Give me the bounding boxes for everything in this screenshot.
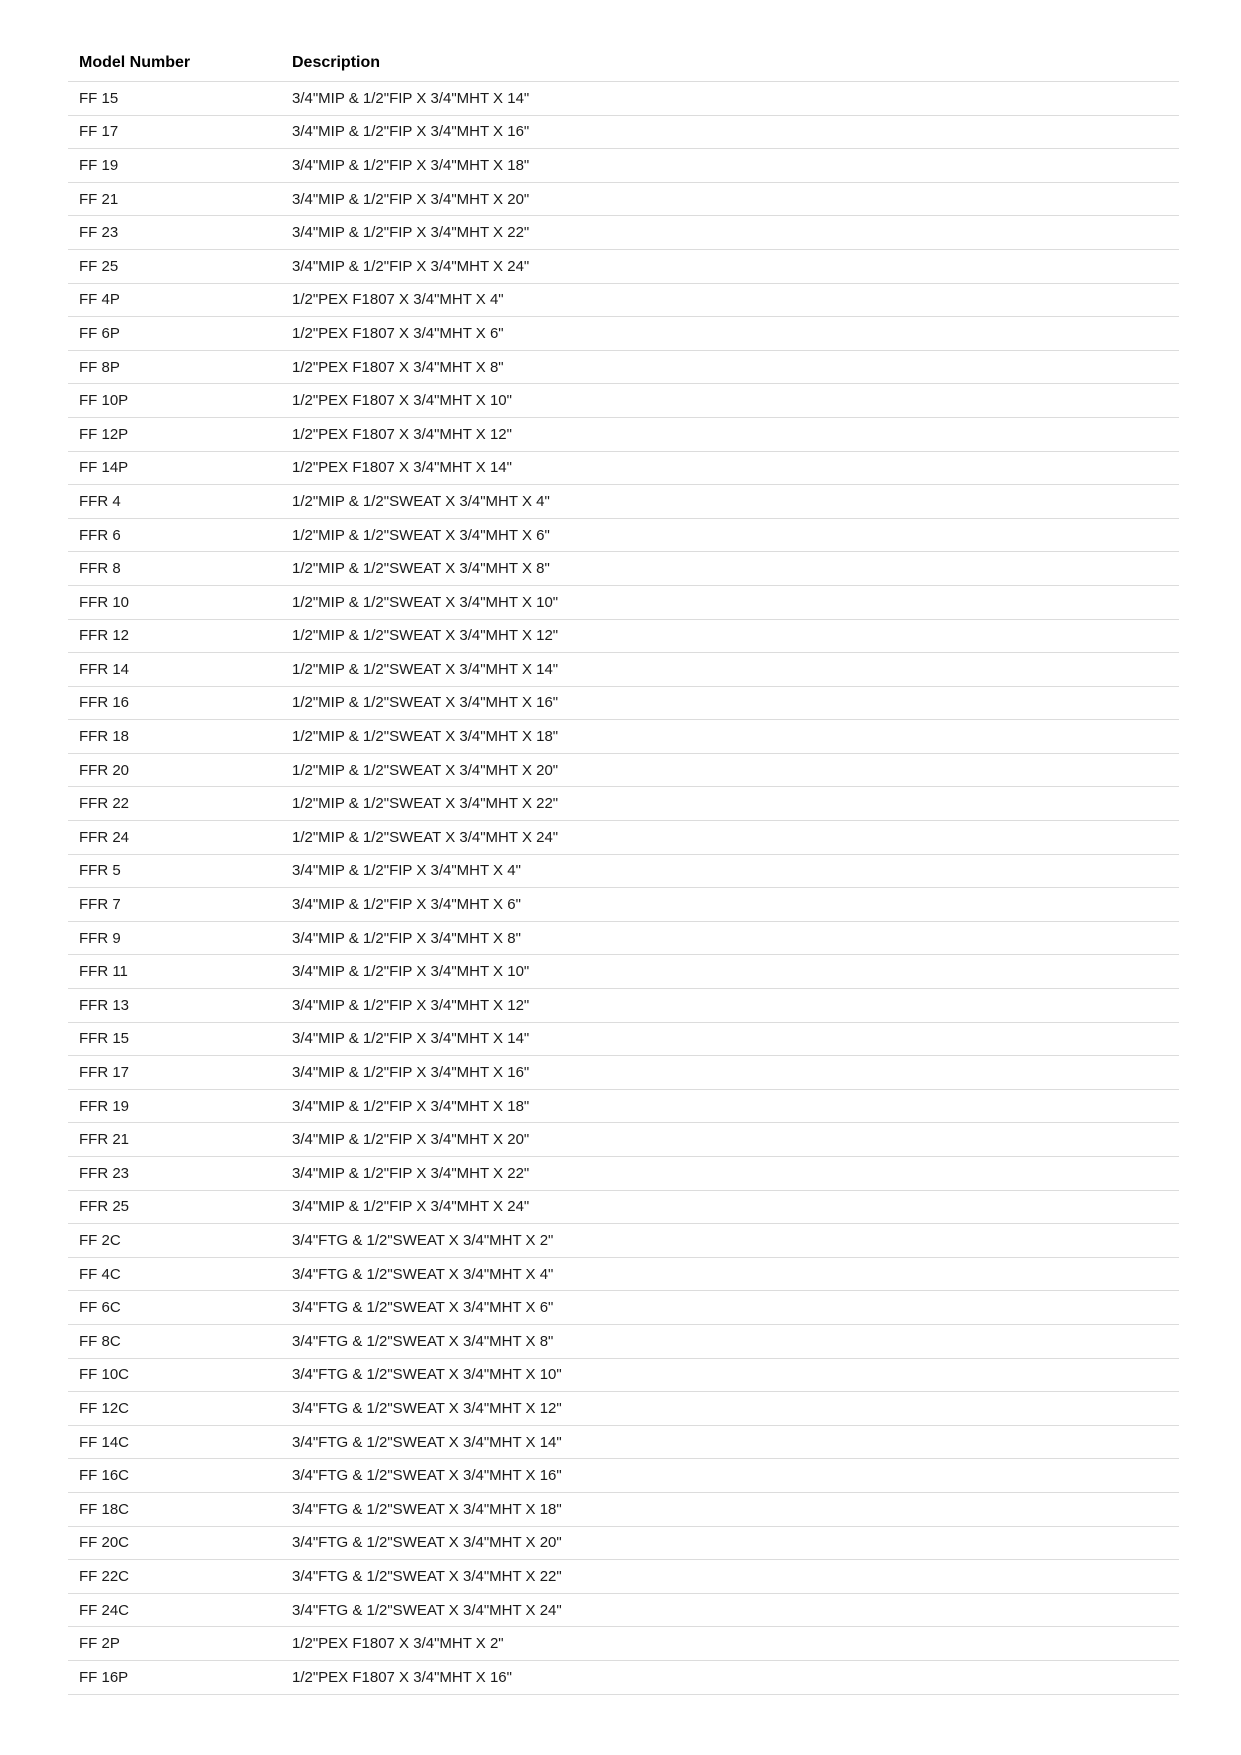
- description-cell: 1/2"MIP & 1/2"SWEAT X 3/4"MHT X 20": [292, 761, 559, 779]
- table-row: [68, 82, 1179, 116]
- description-cell: 1/2"MIP & 1/2"SWEAT X 3/4"MHT X 12": [292, 627, 559, 645]
- description-cell: 3/4"FTG & 1/2"SWEAT X 3/4"MHT X 14": [292, 1433, 562, 1451]
- table-body: [68, 82, 1179, 1695]
- table-row: [68, 552, 1179, 586]
- table-row: [68, 116, 1179, 150]
- description-cell: 3/4"MIP & 1/2"FIP X 3/4"MHT X 14": [292, 1030, 530, 1048]
- description-cell: 3/4"MIP & 1/2"FIP X 3/4"MHT X 18": [292, 1097, 530, 1115]
- model-number-cell: FFR 6: [79, 526, 121, 544]
- model-number-cell: FFR 5: [79, 862, 121, 880]
- table-row: [68, 1056, 1179, 1090]
- model-number-cell: FFR 24: [79, 828, 130, 846]
- model-number-cell: FFR 17: [79, 1064, 130, 1082]
- model-number-cell: FF 21: [79, 190, 119, 208]
- description-cell: 3/4"FTG & 1/2"SWEAT X 3/4"MHT X 2": [292, 1231, 554, 1249]
- model-number-cell: FF 25: [79, 257, 119, 275]
- model-number-cell: FFR 13: [79, 996, 130, 1014]
- description-cell: 3/4"FTG & 1/2"SWEAT X 3/4"MHT X 4": [292, 1265, 554, 1283]
- model-number-cell: FF 22C: [79, 1567, 130, 1585]
- model-number-cell: FF 18C: [79, 1500, 130, 1518]
- model-number-cell: FF 24C: [79, 1601, 130, 1619]
- model-number-cell: FF 14C: [79, 1433, 130, 1451]
- table-row: [68, 485, 1179, 519]
- table-row: [68, 1594, 1179, 1628]
- description-cell: 3/4"MIP & 1/2"FIP X 3/4"MHT X 22": [292, 224, 530, 242]
- description-cell: 1/2"PEX F1807 X 3/4"MHT X 6": [292, 324, 504, 342]
- model-number-cell: FFR 9: [79, 929, 121, 947]
- description-cell: 3/4"FTG & 1/2"SWEAT X 3/4"MHT X 8": [292, 1332, 554, 1350]
- model-number-cell: FF 6C: [79, 1299, 121, 1317]
- model-number-cell: FF 2P: [79, 1635, 120, 1653]
- description-cell: 1/2"MIP & 1/2"SWEAT X 3/4"MHT X 4": [292, 492, 550, 510]
- description-cell: 1/2"PEX F1807 X 3/4"MHT X 10": [292, 392, 512, 410]
- model-number-cell: FFR 25: [79, 1198, 130, 1216]
- description-cell: 3/4"MIP & 1/2"FIP X 3/4"MHT X 8": [292, 929, 521, 947]
- column-header-description: Description: [292, 53, 381, 71]
- description-cell: 3/4"FTG & 1/2"SWEAT X 3/4"MHT X 20": [292, 1534, 562, 1552]
- description-cell: 1/2"PEX F1807 X 3/4"MHT X 2": [292, 1635, 504, 1653]
- description-cell: 3/4"MIP & 1/2"FIP X 3/4"MHT X 24": [292, 1198, 530, 1216]
- table-row: [68, 250, 1179, 284]
- table-row: [68, 922, 1179, 956]
- table-row: [68, 384, 1179, 418]
- table-row: [68, 720, 1179, 754]
- model-number-cell: FFR 10: [79, 593, 130, 611]
- description-cell: 3/4"MIP & 1/2"FIP X 3/4"MHT X 20": [292, 190, 530, 208]
- model-number-cell: FF 17: [79, 123, 119, 141]
- column-header-model-number: Model Number: [79, 53, 191, 71]
- model-number-cell: FFR 21: [79, 1131, 130, 1149]
- table-header: [68, 44, 1179, 82]
- model-number-cell: FF 15: [79, 89, 119, 107]
- model-number-cell: FFR 16: [79, 694, 130, 712]
- table-row: [68, 620, 1179, 654]
- description-cell: 1/2"MIP & 1/2"SWEAT X 3/4"MHT X 6": [292, 526, 550, 544]
- table-row: [68, 519, 1179, 553]
- model-number-cell: FF 8C: [79, 1332, 121, 1350]
- description-cell: 1/2"MIP & 1/2"SWEAT X 3/4"MHT X 16": [292, 694, 559, 712]
- description-cell: 1/2"MIP & 1/2"SWEAT X 3/4"MHT X 10": [292, 593, 559, 611]
- table-row: [68, 653, 1179, 687]
- description-cell: 1/2"MIP & 1/2"SWEAT X 3/4"MHT X 18": [292, 728, 559, 746]
- model-number-cell: FFR 22: [79, 795, 130, 813]
- description-cell: 3/4"MIP & 1/2"FIP X 3/4"MHT X 10": [292, 963, 530, 981]
- table-row: [68, 284, 1179, 318]
- description-cell: 1/2"PEX F1807 X 3/4"MHT X 12": [292, 425, 512, 443]
- table-row: [68, 787, 1179, 821]
- table-row: [68, 1023, 1179, 1057]
- model-number-cell: FF 4C: [79, 1265, 121, 1283]
- model-number-cell: FFR 8: [79, 560, 121, 578]
- description-cell: 3/4"FTG & 1/2"SWEAT X 3/4"MHT X 12": [292, 1399, 562, 1417]
- description-cell: 3/4"FTG & 1/2"SWEAT X 3/4"MHT X 18": [292, 1500, 562, 1518]
- description-cell: 3/4"MIP & 1/2"FIP X 3/4"MHT X 14": [292, 89, 530, 107]
- model-number-cell: FFR 12: [79, 627, 130, 645]
- table-row: [68, 754, 1179, 788]
- model-number-cell: FF 19: [79, 156, 119, 174]
- table-row: [68, 989, 1179, 1023]
- table-row: [68, 1627, 1179, 1661]
- model-number-cell: FFR 14: [79, 660, 130, 678]
- model-number-cell: FF 12P: [79, 425, 129, 443]
- description-cell: 3/4"MIP & 1/2"FIP X 3/4"MHT X 12": [292, 996, 530, 1014]
- table-row: [68, 586, 1179, 620]
- model-number-cell: FFR 18: [79, 728, 130, 746]
- table-row: [68, 1123, 1179, 1157]
- table-row: [68, 351, 1179, 385]
- model-number-cell: FFR 7: [79, 896, 121, 914]
- description-cell: 1/2"PEX F1807 X 3/4"MHT X 4": [292, 291, 504, 309]
- description-cell: 1/2"MIP & 1/2"SWEAT X 3/4"MHT X 8": [292, 560, 550, 578]
- model-number-cell: FF 12C: [79, 1399, 130, 1417]
- table-row: [68, 855, 1179, 889]
- table-row: [68, 1661, 1179, 1695]
- description-cell: 3/4"FTG & 1/2"SWEAT X 3/4"MHT X 16": [292, 1467, 562, 1485]
- table-row: [68, 1392, 1179, 1426]
- table-row: [68, 149, 1179, 183]
- model-number-cell: FF 4P: [79, 291, 120, 309]
- description-cell: 1/2"PEX F1807 X 3/4"MHT X 14": [292, 459, 512, 477]
- model-number-cell: FF 6P: [79, 324, 120, 342]
- model-number-cell: FF 10C: [79, 1366, 130, 1384]
- description-cell: 3/4"FTG & 1/2"SWEAT X 3/4"MHT X 24": [292, 1601, 562, 1619]
- model-number-cell: FF 16P: [79, 1668, 129, 1686]
- table-row: [68, 418, 1179, 452]
- description-cell: 3/4"MIP & 1/2"FIP X 3/4"MHT X 20": [292, 1131, 530, 1149]
- table-row: [68, 1359, 1179, 1393]
- table-row: [68, 1560, 1179, 1594]
- description-cell: 1/2"MIP & 1/2"SWEAT X 3/4"MHT X 14": [292, 660, 559, 678]
- table-row: [68, 1325, 1179, 1359]
- model-number-cell: FFR 11: [79, 963, 128, 981]
- model-number-cell: FF 2C: [79, 1231, 121, 1249]
- table-row: [68, 1459, 1179, 1493]
- table-row: [68, 955, 1179, 989]
- description-cell: 3/4"FTG & 1/2"SWEAT X 3/4"MHT X 10": [292, 1366, 562, 1384]
- table-row: [68, 1090, 1179, 1124]
- table-row: [68, 1191, 1179, 1225]
- table-row: [68, 1258, 1179, 1292]
- description-cell: 3/4"MIP & 1/2"FIP X 3/4"MHT X 16": [292, 1064, 530, 1082]
- model-number-cell: FF 23: [79, 224, 119, 242]
- description-cell: 3/4"MIP & 1/2"FIP X 3/4"MHT X 24": [292, 257, 530, 275]
- table-row: [68, 1224, 1179, 1258]
- table-row: [68, 1426, 1179, 1460]
- description-cell: 1/2"PEX F1807 X 3/4"MHT X 8": [292, 358, 504, 376]
- description-cell: 1/2"MIP & 1/2"SWEAT X 3/4"MHT X 22": [292, 795, 559, 813]
- product-table: [68, 44, 1179, 1695]
- description-cell: 3/4"MIP & 1/2"FIP X 3/4"MHT X 6": [292, 896, 521, 914]
- description-cell: 3/4"MIP & 1/2"FIP X 3/4"MHT X 22": [292, 1164, 530, 1182]
- table-row: [68, 452, 1179, 486]
- description-cell: 1/2"MIP & 1/2"SWEAT X 3/4"MHT X 24": [292, 828, 559, 846]
- table-row: [68, 888, 1179, 922]
- model-number-cell: FFR 4: [79, 492, 121, 510]
- table-row: [68, 821, 1179, 855]
- table-row: [68, 687, 1179, 721]
- table-row: [68, 216, 1179, 250]
- table-row: [68, 317, 1179, 351]
- model-number-cell: FF 10P: [79, 392, 129, 410]
- description-cell: 3/4"FTG & 1/2"SWEAT X 3/4"MHT X 22": [292, 1567, 562, 1585]
- description-cell: 3/4"MIP & 1/2"FIP X 3/4"MHT X 4": [292, 862, 521, 880]
- model-number-cell: FF 14P: [79, 459, 129, 477]
- description-cell: 3/4"MIP & 1/2"FIP X 3/4"MHT X 18": [292, 156, 530, 174]
- model-number-cell: FFR 15: [79, 1030, 130, 1048]
- description-cell: 1/2"PEX F1807 X 3/4"MHT X 16": [292, 1668, 512, 1686]
- description-cell: 3/4"MIP & 1/2"FIP X 3/4"MHT X 16": [292, 123, 530, 141]
- model-number-cell: FF 8P: [79, 358, 120, 376]
- table-row: [68, 1157, 1179, 1191]
- table-row: [68, 1291, 1179, 1325]
- model-number-cell: FF 20C: [79, 1534, 130, 1552]
- model-number-cell: FFR 23: [79, 1164, 130, 1182]
- table-row: [68, 1493, 1179, 1527]
- model-number-cell: FFR 20: [79, 761, 130, 779]
- description-cell: 3/4"FTG & 1/2"SWEAT X 3/4"MHT X 6": [292, 1299, 554, 1317]
- table-row: [68, 1527, 1179, 1561]
- table-row: [68, 183, 1179, 217]
- model-number-cell: FFR 19: [79, 1097, 130, 1115]
- model-number-cell: FF 16C: [79, 1467, 130, 1485]
